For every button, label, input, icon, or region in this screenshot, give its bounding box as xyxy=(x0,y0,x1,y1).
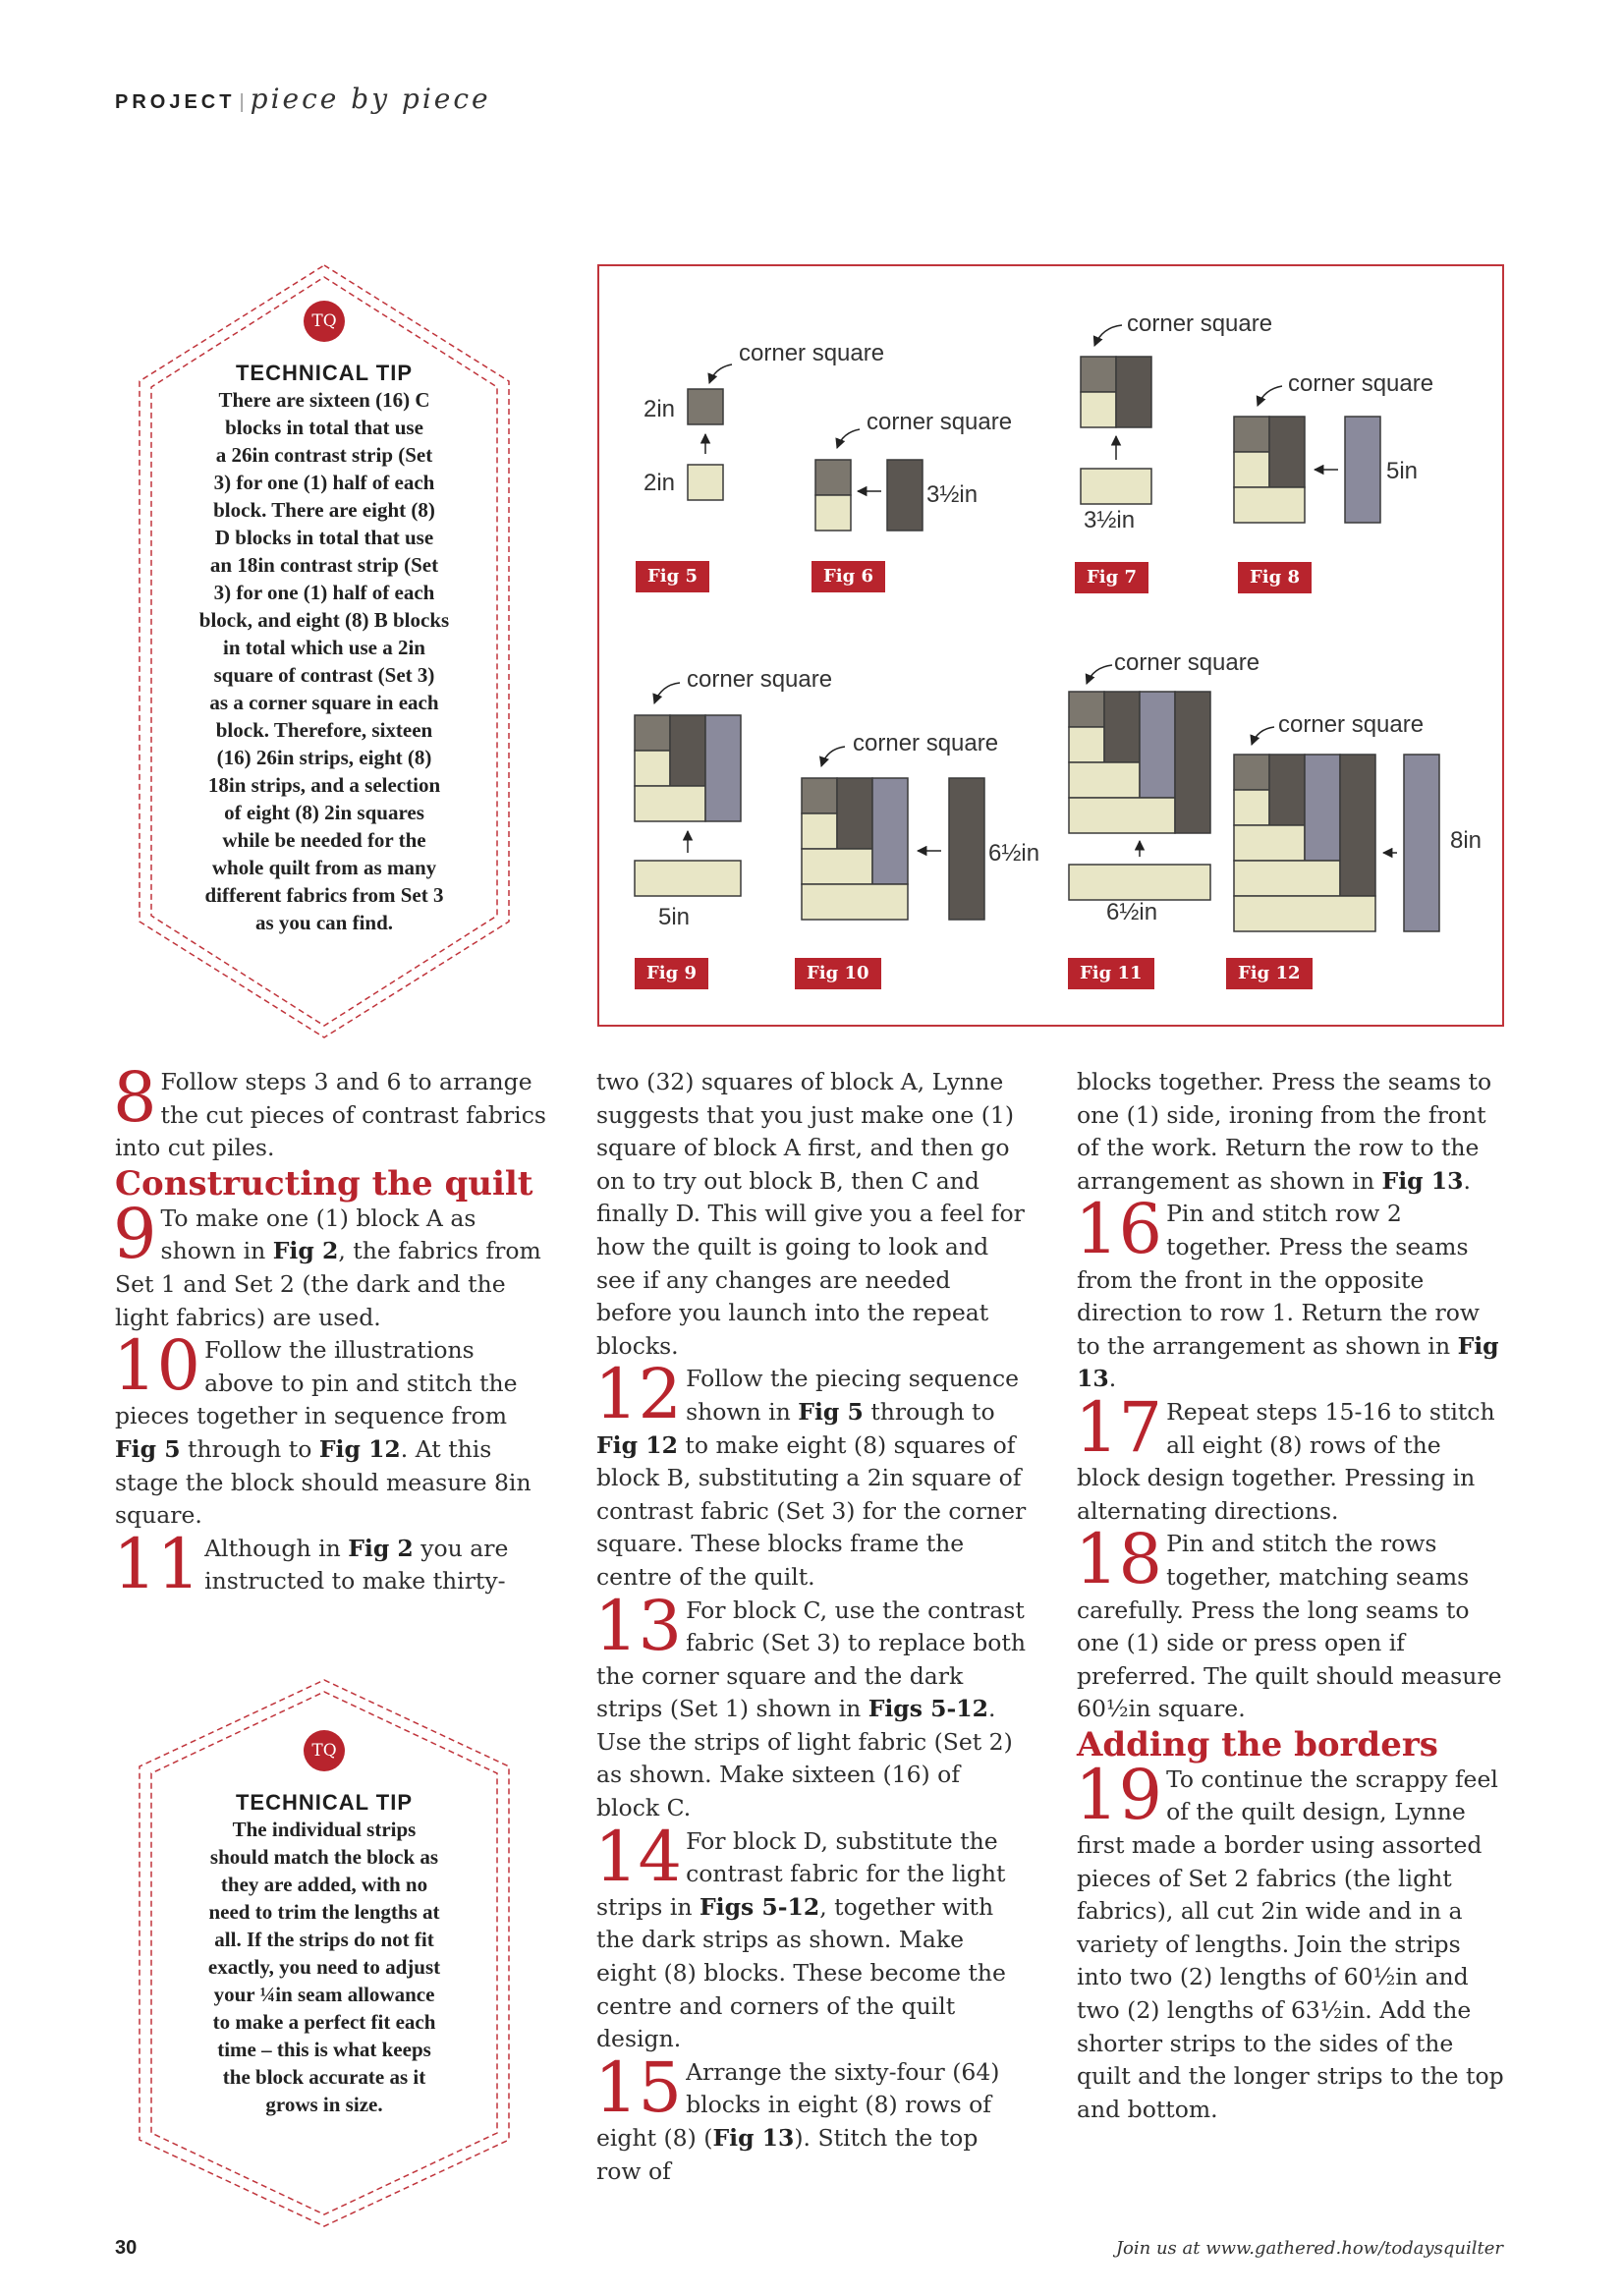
step-number: 18 xyxy=(1075,1519,1163,1600)
tip-line: different fabrics from Set 3 xyxy=(204,883,444,907)
fig5-size-top: 2in xyxy=(644,396,676,422)
step-number: 11 xyxy=(113,1523,201,1604)
section-heading: Adding the borders xyxy=(1077,1724,1438,1764)
tip-line: an 18in contrast strip (Set xyxy=(209,553,439,577)
step-10 xyxy=(113,1325,547,1533)
tip-line: the block accurate as it xyxy=(222,2065,426,2089)
tip-line: a 26in contrast strip (Set xyxy=(215,443,433,467)
tip-line: all. If the strips do not fit xyxy=(214,1928,434,1951)
tip-title: TECHNICAL TIP xyxy=(235,361,414,385)
step-text: Repeat steps 15-16 to stitch all eight (8) rows of the block design together. Pressing in alternating directions. xyxy=(1077,1397,1495,1525)
fig9-drawing xyxy=(635,683,741,896)
step-number: 15 xyxy=(594,2046,683,2128)
step-text: For block C, use the contrast fabric (Set 3) to replace both the corner square and the dark strips (Set 1) shown in xyxy=(596,1596,1026,1723)
tip-line: (16) 26in strips, eight (8) xyxy=(216,746,432,769)
tip-line: to make a perfect fit each xyxy=(212,2010,436,2034)
fig10-corner-label: corner square xyxy=(853,730,999,756)
step-text: , the fabrics from Set 1 and Set 2 (the dark and the light fabrics) are used. xyxy=(115,1237,541,1331)
tip-line: exactly, you need to adjust xyxy=(207,1955,441,1979)
step-text: through to xyxy=(180,1434,319,1463)
tip-line: of eight (8) 2in squares xyxy=(224,801,424,824)
fig12-size: 8in xyxy=(1450,827,1483,854)
step-16 xyxy=(1075,1189,1509,1396)
tip-line: your ¼in seam allowance xyxy=(213,1983,435,2006)
tip-line: as you can find. xyxy=(254,911,394,934)
tip-line: they are added, with no xyxy=(220,1873,428,1896)
step-number: 13 xyxy=(594,1585,683,1666)
step-text: Arrange the sixty-four (64) blocks in eight (8) rows of eight (8) ( xyxy=(596,2057,1000,2152)
step-text: Pin and stitch the rows together, matching seams carefully. Press the long seams to one (1) side or press open if preferred. The quilt should measure 60½in square. xyxy=(1077,1530,1502,1723)
step-text: to make eight (8) squares of block B, substituting a 2in square of contrast fabric (Set 3) for the corner square. These blocks frame the centre of the quilt. xyxy=(596,1430,1027,1591)
fig9-label: Fig 9 xyxy=(635,958,708,989)
fig8-drawing xyxy=(1234,386,1380,523)
tip-line: D blocks in total that use xyxy=(214,526,434,549)
step-text: Follow the illustrations above to pin and stitch the pieces together in sequence from xyxy=(115,1336,518,1430)
fig8-corner-label: corner square xyxy=(1288,370,1434,397)
page-number: 30 xyxy=(115,2237,138,2259)
step-15 xyxy=(594,2046,1029,2188)
fig7-label: Fig 7 xyxy=(1075,562,1148,593)
fig-ref: Fig 13 xyxy=(1381,1166,1464,1195)
fig9-corner-label: corner square xyxy=(687,666,833,693)
fig-ref: Fig 13 xyxy=(712,2124,795,2152)
step-number: 14 xyxy=(594,1816,683,1897)
step-14 xyxy=(594,1816,1029,2056)
fig-ref: Fig 12 xyxy=(596,1430,678,1459)
fig12-label: Fig 12 xyxy=(1226,958,1313,989)
step-text: To continue the scrappy feel of the quilt design, Lynne first made a border using assorted pieces of Set 2 fabrics (the light fabrics), all cut 2in wide and in a variety of lengths. Join the strips into two (2) lengths of 60½in and two (2) lengths of 63½in. Add the shorter strips to the sides of the quilt and the longer strips to the top and bottom. xyxy=(1077,1764,1504,2123)
tip-line: should match the block as xyxy=(209,1845,439,1869)
figures-diagram xyxy=(0,0,1623,1041)
header-title: piece by piece xyxy=(250,83,491,115)
tip-line: block. There are eight (8) xyxy=(213,498,435,522)
tip-line: square of contrast (Set 3) xyxy=(213,663,435,687)
fig9-size: 5in xyxy=(658,904,691,930)
step-text: you are instructed to make thirty- xyxy=(204,1534,509,1596)
fig10-label: Fig 10 xyxy=(795,958,881,989)
tip-line: block. Therefore, sixteen xyxy=(215,718,433,742)
fig8-label: Fig 8 xyxy=(1238,562,1312,593)
tq-badge-icon: TQ xyxy=(304,301,345,342)
fig10-drawing xyxy=(802,747,984,920)
fig-ref: Fig 2 xyxy=(348,1534,414,1562)
tip-line: 3) for one (1) half of each xyxy=(213,471,435,494)
fig11-label: Fig 11 xyxy=(1068,958,1154,989)
step-text: ). Stitch the top row of xyxy=(596,2124,979,2185)
fig10-size: 6½in xyxy=(988,840,1040,867)
step-text: blocks together. Press the seams to one (1) side, ironing from the front of the work. Return the row to the arrangement as shown in xyxy=(1077,1068,1492,1195)
step-18 xyxy=(1075,1519,1509,1726)
fig-ref: Fig 12 xyxy=(318,1434,401,1463)
step-text: Follow the piecing sequence shown in xyxy=(686,1365,1020,1426)
column-3 xyxy=(1077,1066,1509,2126)
fig5-size-bottom: 2in xyxy=(644,470,676,496)
fig-ref: Fig 13 xyxy=(1077,1331,1499,1393)
fig-ref: Figs 5-12 xyxy=(867,1695,988,1723)
step-text: , together with the dark strips as shown. Make eight (8) blocks. These become the centre and corners of the quilt design. xyxy=(596,1892,1006,2053)
fig6-corner-label: corner square xyxy=(867,409,1013,435)
step-11 xyxy=(113,1523,547,1604)
header-separator: | xyxy=(239,91,245,113)
fig-ref: Fig 5 xyxy=(798,1397,864,1426)
fig11-drawing xyxy=(1069,665,1210,900)
step-number: 8 xyxy=(113,1057,157,1138)
fig11-size: 6½in xyxy=(1106,899,1158,925)
fig8-size: 5in xyxy=(1386,458,1419,484)
step-number: 9 xyxy=(113,1193,157,1274)
tip-line: whole quilt from as many xyxy=(211,856,437,879)
fig7-drawing xyxy=(1081,325,1151,504)
step-number: 12 xyxy=(594,1354,683,1435)
tip-title: TECHNICAL TIP xyxy=(235,1790,414,1815)
step-11-continued: two (32) squares of block A, Lynne suggests that you just make one (1) square of block A first, and then go on to try out block B, then C and finally D. This will give you a feel for how the quilt is going to look and see if any changes are needed before you launch into the repeat blocks. xyxy=(596,1068,1025,1360)
footer-url: Join us at www.gathered.how/todaysquilter xyxy=(1115,2238,1503,2259)
fig-ref: Fig 2 xyxy=(272,1237,339,1265)
step-text: Pin and stitch row 2 together. Press the seams from the front in the opposite direction to row 1. Return the row to the arrangement as shown in xyxy=(1077,1200,1480,1360)
section-heading: Constructing the quilt xyxy=(115,1163,533,1204)
step-text: Although in xyxy=(204,1534,349,1562)
fig6-size: 3½in xyxy=(926,481,979,508)
fig6-label: Fig 6 xyxy=(812,561,885,592)
technical-tip-box xyxy=(157,1790,491,2118)
step-number: 10 xyxy=(113,1325,201,1407)
fig5-label: Fig 5 xyxy=(636,561,709,592)
step-13 xyxy=(594,1585,1029,1825)
header-project: PROJECT xyxy=(115,91,236,113)
fig12-corner-label: corner square xyxy=(1278,711,1425,738)
tip-text xyxy=(157,1816,491,2118)
step-text: For block D, substitute the contrast fabric for the light strips in xyxy=(596,1826,1006,1921)
step-19 xyxy=(1075,1754,1509,2127)
tip-line: grows in size. xyxy=(265,2093,383,2116)
step-15-continued xyxy=(1077,1066,1509,1198)
tip-line: 3) for one (1) half of each xyxy=(213,581,435,604)
column-2 xyxy=(596,1066,1029,2188)
tip-line: The individual strips xyxy=(232,1818,417,1841)
step-text: . At this stage the block should measure 8in square. xyxy=(115,1434,532,1530)
tip-line: as a corner square in each xyxy=(209,691,439,714)
tip-line: need to trim the lengths at xyxy=(208,1900,440,1924)
tip-line: time – this is what keeps xyxy=(217,2038,431,2061)
fig12-drawing xyxy=(1234,727,1439,931)
step-text: To make one (1) block A as shown in xyxy=(160,1204,476,1265)
fig6-drawing xyxy=(815,429,923,531)
step-text: Follow steps 3 and 6 to arrange the cut pieces of contrast fabrics into cut piles. xyxy=(115,1068,546,1162)
fig7-corner-label: corner square xyxy=(1127,310,1273,337)
step-number: 19 xyxy=(1075,1754,1163,1835)
tip-line: block, and eight (8) B blocks xyxy=(198,608,450,632)
step-number: 16 xyxy=(1075,1189,1163,1270)
step-12 xyxy=(594,1354,1029,1594)
step-17 xyxy=(1075,1386,1509,1528)
fig5-drawing xyxy=(688,364,732,500)
fig11-corner-label: corner square xyxy=(1114,649,1260,676)
step-text: through to xyxy=(863,1397,995,1426)
step-number: 17 xyxy=(1075,1386,1163,1468)
fig7-size: 3½in xyxy=(1084,507,1136,533)
step-9 xyxy=(113,1193,547,1334)
tip-line: while be needed for the xyxy=(222,828,426,852)
step-text: . Use the strips of light fabric (Set 2) as shown. Make sixteen (16) of block C. xyxy=(596,1695,1013,1822)
step-8 xyxy=(113,1057,547,1165)
step-text: . xyxy=(1108,1365,1117,1393)
fig-ref: Figs 5-12 xyxy=(699,1892,820,1921)
tip-line: blocks in total that use xyxy=(225,416,423,439)
tip-line: in total which use a 2in xyxy=(223,636,425,659)
tq-badge-icon: TQ xyxy=(304,1730,345,1771)
tip-line: There are sixteen (16) C xyxy=(218,388,430,412)
step-text: . xyxy=(1463,1166,1471,1195)
tip-line: 18in strips, and a selection xyxy=(207,773,441,797)
fig-ref: Fig 5 xyxy=(115,1434,181,1463)
column-1 xyxy=(113,1057,547,1604)
fig5-corner-label: corner square xyxy=(739,340,885,366)
